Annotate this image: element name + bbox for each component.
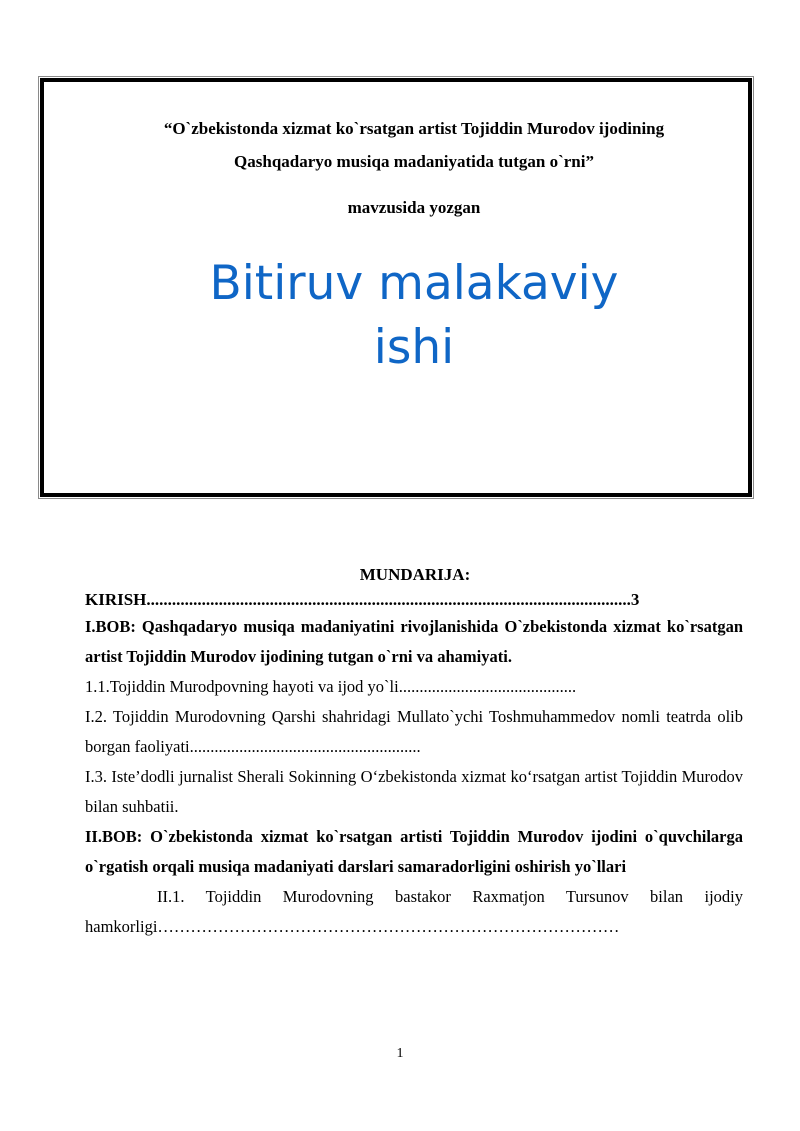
title-box xyxy=(38,76,754,499)
document-title-line-2: ishi xyxy=(373,320,455,375)
toc-entry-1-3: I.3. Iste’dodli jurnalist Sherali Sokinning O‘zbekistonda xizmat ko‘rsatgan artist Tojiddin Murodov bilan suhbatii. xyxy=(85,767,743,816)
toc-chapter-2: II.BOB: O`zbekistonda xizmat ko`rsatgan artisti Tojiddin Murodov ijodini o`quvchilarga o`rgatish orqali musiqa madaniyati darslari samaradorligini oshirish yo`llari xyxy=(85,827,743,876)
toc-entry-2-1: II.1. Tojiddin Murodovning bastakor Raxmatjon Tursunov bilan ijodiy hamkorligi………………………………………………………………………… xyxy=(85,887,743,936)
title-box-border xyxy=(40,78,752,497)
toc-entry-1-2: I.2. Tojiddin Murodovning Qarshi shahridagi Mullato`ychi Toshmuhammedov nomli teatrda olib borgan faoliyati........................................................ xyxy=(85,707,743,756)
topic-line-2: Qashqadaryo musiqa madaniyatida tutgan o`rni” xyxy=(234,152,594,171)
topic-line-1: “O`zbekistonda xizmat ko`rsatgan artist Tojiddin Murodov ijodining xyxy=(163,119,665,138)
document-title xyxy=(80,252,748,380)
table-of-contents xyxy=(85,562,743,942)
toc-heading: MUNDARIJA: xyxy=(359,565,471,584)
toc-chapter-1: I.BOB: Qashqadaryo musiqa madaniyatini rivojlanishida O`zbekistonda xizmat ko`rsatgan artist Tojiddin Murodov ijodining tutgan o`rni va ahamiyati. xyxy=(85,617,743,666)
topic-line-3: mavzusida yozgan xyxy=(347,198,481,217)
page-number: 1 xyxy=(396,1046,404,1061)
document-title-line-1: Bitiruv malakaviy xyxy=(209,256,619,311)
toc-entry-kirish: KIRISH..................................................................................................................3 xyxy=(85,590,640,609)
toc-entry-1-1: 1.1.Tojiddin Murodpovning hayoti va ijod yo`li........................................... xyxy=(85,677,577,696)
